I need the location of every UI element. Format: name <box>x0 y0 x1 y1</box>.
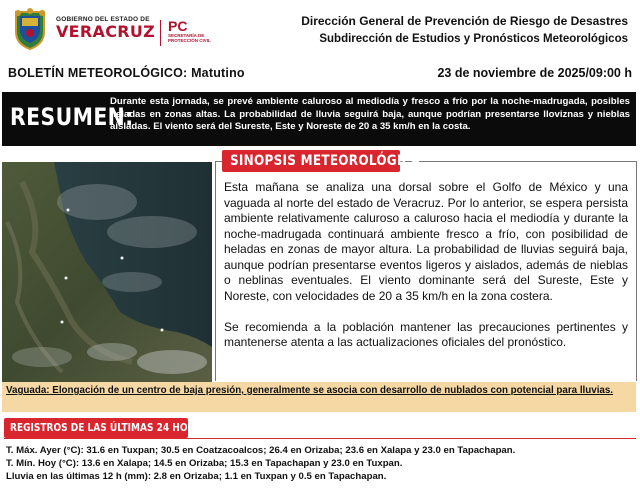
sinopsis-heading-text: SINOPSIS METEOROLÓGICA <box>230 153 421 169</box>
tmin-record: T. Mín. Hoy (°C): 13.6 en Xalapa; 14.5 en Orizaba; 15.3 en Tapachapan y 23.0 en Tuxpan. <box>6 458 403 469</box>
vaguada-definition <box>2 382 636 412</box>
satellite-map-icon <box>2 162 212 382</box>
gov-big-text: VERACRUZ <box>56 22 156 41</box>
pc-subtext-1: SECRETARÍA DE <box>168 33 205 38</box>
vaguada-term: Vaguada: <box>6 385 50 396</box>
sinopsis-body <box>224 180 628 366</box>
directorate-title: Dirección General de Prevención de Riesgo de Desastres <box>301 14 628 28</box>
pc-subtext-2: PROTECCIÓN CIVIL <box>168 38 211 43</box>
registros-heading <box>4 418 208 438</box>
satellite-map-image <box>2 162 212 382</box>
registros-divider <box>4 438 636 439</box>
veracruz-shield-icon <box>12 8 48 50</box>
bulletin-row <box>0 62 640 86</box>
summary-label: RESUMEN: <box>10 103 134 131</box>
government-logo <box>10 6 220 52</box>
registros-heading-text: REGISTROS DE LAS ÚLTIMAS 24 HORAS <box>10 421 208 434</box>
header-titles <box>301 12 628 48</box>
logo-divider <box>160 20 161 46</box>
summary-box <box>2 92 636 146</box>
sinopsis-paragraph-1: Esta mañana se analiza una dorsal sobre el Golfo de México y una vaguada al norte del estado de Veracruz. Por lo anterior, se espera persista ambiente relativamente caluroso a caluroso hacia el mediodía y durante la noche-madrugada continuará ambiente fresco a frío, con posibilidad de heladas en zonas de mayor altura. La probabilidad de lluvias seguirá baja, aunque podrían presentarse eventos ligeros y aislados, además de nieblas o neblinas eventuales. El viento dominante será del Sureste, Este y Noreste, con velocidades de 20 a 35 km/h en la zona costera. <box>224 180 628 303</box>
sinopsis-heading <box>222 150 421 172</box>
gov-small-text: GOBIERNO DEL ESTADO DE <box>56 16 150 23</box>
government-name <box>56 16 166 40</box>
bulletin-date: 23 de noviembre de 2025/09:00 h <box>437 66 632 80</box>
subdirectorate-title: Subdirección de Estudios y Pronósticos Meteorológicos <box>319 33 628 45</box>
summary-text: Durante esta jornada, se prevé ambiente caluroso al mediodía y fresco a frío por la noche-madrugada, posibles heladas en zonas altas. La probabilidad de lluvia seguirá baja, aunque podrían presentarse lloviznas y nieblas aisladas. El viento será del Sureste, Este y Noreste de 20 a 35 km/h en la costa. <box>110 96 630 133</box>
rain-record: Lluvia en las últimas 12 h (mm): 2.8 en Orizaba; 1.1 en Tuxpan y 0.5 en Tapachapan. <box>6 471 387 482</box>
tmax-record: T. Máx. Ayer (°C): 31.6 en Tuxpan; 30.5 en Coatzacoalcos; 26.4 en Orizaba; 23.6 en Xalapa y 23.0 en Tapachapan. <box>6 445 516 456</box>
sinopsis-paragraph-2: Se recomienda a la población mantener las precauciones pertinentes y mantenerse atenta a las actualizaciones oficiales del pronóstico. <box>224 319 628 349</box>
vaguada-text: Elongación de un centro de baja presión, generalmente se asocia con desarrollo de nublados con potencial para lluvias. <box>49 385 614 396</box>
proteccion-civil-logo <box>168 19 228 43</box>
pc-text: PC <box>168 18 188 34</box>
bulletin-title: BOLETÍN METEOROLÓGICO: Matutino <box>8 66 245 80</box>
registros-stats <box>6 444 636 483</box>
header <box>0 0 640 60</box>
